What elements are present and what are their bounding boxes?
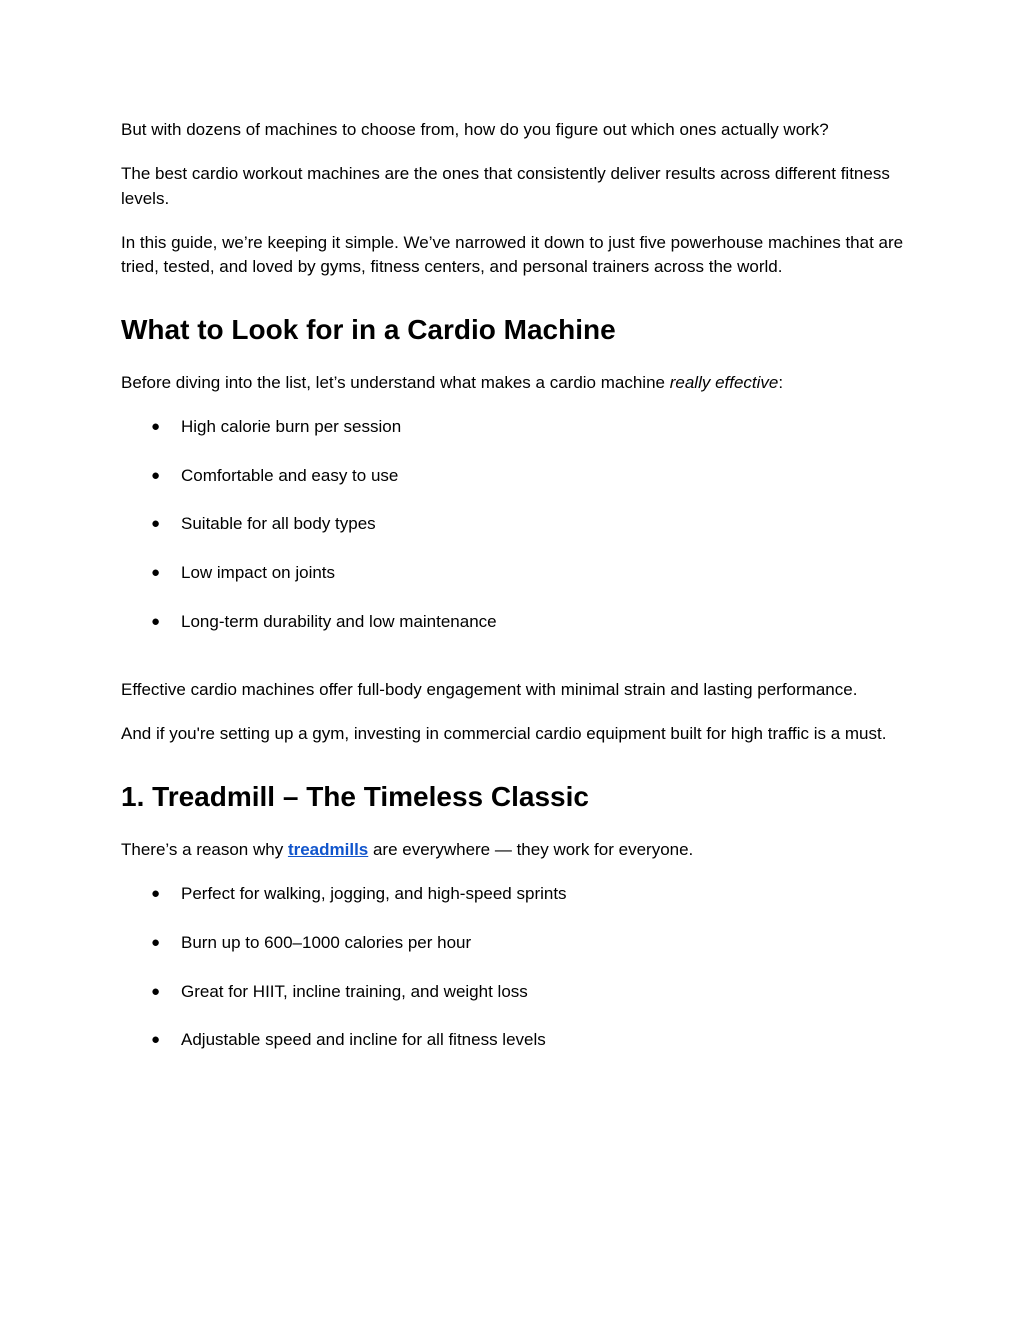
document-page — [121, 118, 911, 1053]
list-item — [121, 610, 911, 635]
list-item — [121, 931, 911, 956]
list-item-text: Long-term durability and low maintenance — [181, 611, 497, 631]
intro-paragraph-2: The best cardio workout machines are the ones that consistently deliver results across different fitness levels. — [121, 164, 890, 208]
list-item — [121, 415, 911, 440]
section1-lead-paragraph — [121, 371, 911, 396]
section1-lead-text: Before diving into the list, let’s understand what makes a cardio machine — [121, 372, 670, 392]
bullet-icon: ● — [151, 418, 161, 435]
bullet-icon: ● — [151, 982, 161, 1000]
list-item — [121, 561, 911, 586]
list-item — [121, 1028, 911, 1053]
section1-paragraph-after-list: Effective cardio machines offer full-body engagement with minimal strain and lasting performance. — [121, 680, 858, 700]
bullet-icon: ● — [151, 885, 161, 903]
section2-lead-text-after: are everywhere — they work for everyone. — [368, 839, 694, 859]
list-item-text: Burn up to 600–1000 calories per hour — [181, 932, 472, 952]
list-item-text: Great for HIIT, incline training, and weight loss — [181, 981, 528, 1001]
section2-lead-paragraph — [121, 838, 911, 863]
section1-lead-colon: : — [778, 372, 784, 392]
section2-lead-text: There’s a reason why — [121, 839, 288, 859]
list-item — [121, 512, 911, 537]
bullet-icon: ● — [151, 515, 161, 533]
treadmill-benefits-list — [121, 882, 911, 1053]
list-item-text: Suitable for all body types — [181, 514, 376, 534]
list-item — [121, 882, 911, 907]
list-item-text: Low impact on joints — [181, 563, 336, 583]
bullet-icon: ● — [151, 564, 161, 582]
intro-paragraph-3: In this guide, we’re keeping it simple. We’ve narrowed it down to just five powerhouse machines that are tried, tested, and loved by gyms, fitness centers, and personal trainers across the world. — [121, 232, 904, 276]
bullet-icon: ● — [151, 1031, 161, 1049]
treadmills-link[interactable]: treadmills — [287, 839, 369, 859]
section1-lead-emphasis: really effective — [669, 372, 779, 392]
list-item — [121, 980, 911, 1005]
section1-paragraph-commercial: And if you're setting up a gym, investing in commercial cardio equipment built for high traffic is a must. — [121, 724, 887, 744]
intro-paragraph-1: But with dozens of machines to choose from, how do you figure out which ones actually work? — [121, 120, 829, 139]
bullet-icon: ● — [151, 933, 161, 951]
list-item-text: High calorie burn per session — [181, 417, 402, 436]
list-item-text: Perfect for walking, jogging, and high-speed sprints — [181, 884, 567, 904]
list-item — [121, 464, 911, 489]
bullet-icon: ● — [151, 612, 161, 630]
criteria-list — [121, 415, 911, 634]
section-heading-treadmill: 1. Treadmill – The Timeless Classic — [121, 780, 589, 812]
list-item-text: Adjustable speed and incline for all fitness levels — [181, 1030, 546, 1050]
bullet-icon: ● — [151, 466, 161, 484]
list-item-text: Comfortable and easy to use — [181, 465, 399, 485]
section-heading-what-to-look-for: What to Look for in a Cardio Machine — [121, 313, 616, 345]
